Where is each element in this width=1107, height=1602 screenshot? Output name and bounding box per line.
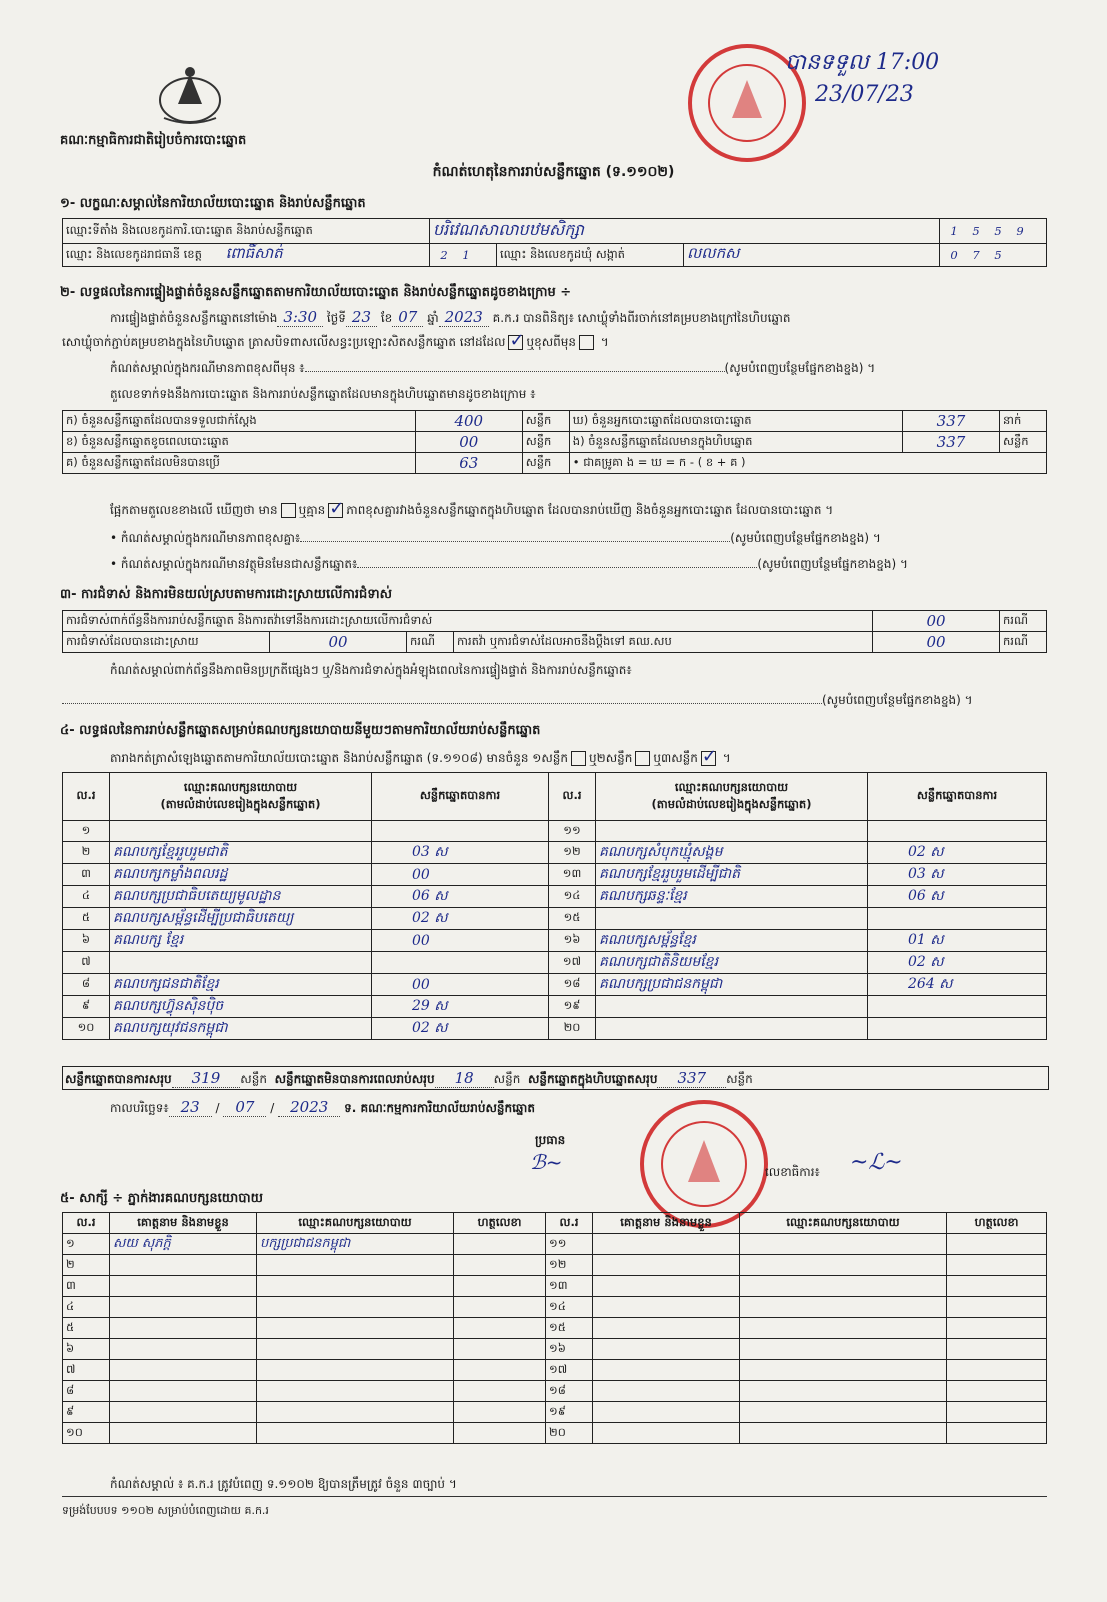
witness-signature-right [947, 1255, 1047, 1276]
result-no-right: ១៥ [549, 908, 596, 930]
witness-no-right: ១៣ [546, 1276, 593, 1297]
witness-no: ៧ [63, 1360, 110, 1381]
witness-signature [454, 1339, 546, 1360]
received-note: បានទទួល 17:00 [785, 50, 940, 75]
witness-signature-right [947, 1339, 1047, 1360]
result-no: ១ [63, 821, 110, 842]
result-party-right [596, 908, 868, 930]
result-party-right [596, 821, 868, 842]
witness-row [63, 1381, 1047, 1402]
witness-no-right: ១៥ [546, 1318, 593, 1339]
clerk-label: លេខាធិការ៖ [765, 1165, 820, 1179]
result-no-right: ១៤ [549, 886, 596, 908]
w-col-sign: ហត្ថលេខា [454, 1213, 546, 1234]
result-votes [372, 952, 549, 974]
witness-name-right [593, 1255, 740, 1276]
s3-row2-unit: ករណី [407, 632, 454, 653]
result-party-right [596, 1018, 868, 1040]
result-no-right: ១៣ [549, 864, 596, 886]
results-row [63, 996, 1047, 1018]
result-votes [372, 821, 549, 842]
witness-signature-right [947, 1276, 1047, 1297]
result-party-right [596, 996, 868, 1018]
s1-row1-code: 1 5 5 9 [940, 219, 1047, 244]
witness-no: ១០ [63, 1423, 110, 1444]
result-party: គណបក្សហ៊្វុនស៊ិនប៉ិច [110, 996, 372, 1018]
witness-no-right: ១១ [546, 1234, 593, 1255]
w-col-name: គោត្តនាម និងនាមខ្លួន [110, 1213, 257, 1234]
section-3-table [62, 610, 1047, 653]
witness-party [257, 1255, 454, 1276]
witness-row [63, 1423, 1047, 1444]
result-party: គណបក្សកម្លាំងពលរដ្ឋ [110, 864, 372, 886]
result-party-right: គណបក្សសំបុកឃ្មុំសង្គម [596, 842, 868, 864]
footnote: កំណត់សម្គាល់ ៖ គ.ក.រ ត្រូវបំពេញ ទ.១១០២ ឱ្យបានត្រឹមត្រូវ ចំនួន ៣ច្បាប់ ។ [110, 1477, 457, 1491]
witness-name-right [593, 1423, 740, 1444]
result-no: ២ [63, 842, 110, 864]
w-col-no-right: ល.រ [546, 1213, 593, 1234]
s2-row-a-unit: សន្លឹក [522, 411, 569, 432]
witness-no-right: ១៤ [546, 1297, 593, 1318]
result-party: គណបក្សប្រជាធិបតេយ្យមូលដ្ឋាន [110, 886, 372, 908]
result-votes-right: 02 ស [868, 842, 1047, 864]
witness-name-right [593, 1297, 740, 1318]
witness-party-right [740, 1360, 947, 1381]
s2-formula: • ជាគម្រូគា ង = ឃ = ក - ( ខ + គ ) [569, 453, 1046, 474]
result-votes-right [868, 821, 1047, 842]
result-no-right: ២០ [549, 1018, 596, 1040]
result-party-right: គណបក្សជាតិនិយមខ្មែរ [596, 952, 868, 974]
witness-name [110, 1360, 257, 1381]
result-no: ៧ [63, 952, 110, 974]
witness-signature-right [947, 1423, 1047, 1444]
s1-row2-value-b: លលកស [684, 244, 940, 267]
s3-row2b-label: ការតវ៉ា ឬការជំទាស់ដែលអាចនឹងប្ដឹងទៅ គឈ.សប [454, 632, 873, 653]
form-footer: ទម្រង់បែបបទ ១១០២ សម្រាប់បំពេញដោយ គ.ក.រ [62, 1504, 269, 1517]
commission-name: គណៈកម្មាធិការជាតិរៀបចំការបោះឆ្នោត [60, 133, 247, 148]
result-votes: 00 [372, 974, 549, 996]
section-4-heading: ៤- លទ្ធផលនៃការរាប់សន្លឹកឆ្នោតសម្រាប់គណបក្សនយោបាយនីមួយៗតាមការិយាល័យរាប់សន្លឹកឆ្នោត [60, 723, 541, 738]
w-col-name-right: គោត្តនាម និងនាមខ្លួន [593, 1213, 740, 1234]
s2-row-d-label: ឃ) ចំនួនអ្នកបោះឆ្នោតដែលបានបោះឆ្នោត [569, 411, 902, 432]
witness-name [110, 1318, 257, 1339]
witness-name-right [593, 1318, 740, 1339]
section-2-heading: ២- លទ្ធផលនៃការផ្ទៀងផ្ទាត់ចំនួនសន្លឹកឆ្នោតតាមការិយាល័យបោះឆ្នោត និងរាប់សន្លឹកឆ្នោតដូចខាងក្រោម ÷ [60, 285, 572, 300]
received-date: 23/07/23 [815, 82, 914, 107]
result-no: ១០ [63, 1018, 110, 1040]
s2-row-c-label: គ) ចំនួនសន្លឹកឆ្នោតដែលមិនបានប្រើ [63, 453, 416, 474]
witness-signature [454, 1255, 546, 1276]
witness-name-right [593, 1402, 740, 1423]
witness-no: ៣ [63, 1276, 110, 1297]
witness-party-right [740, 1297, 947, 1318]
section-5-heading: ៥- សាក្សី ÷ ភ្នាក់ងារគណបក្សនយោបាយ [60, 1191, 263, 1206]
witness-no-right: ២០ [546, 1423, 593, 1444]
results-row [63, 842, 1047, 864]
witness-row [63, 1360, 1047, 1381]
witness-signature [454, 1360, 546, 1381]
s3-note-line: (សូមបំពេញបន្ថែមផ្នែកខាងខ្នង) ។ [62, 692, 1047, 710]
two-sheet-checkbox[interactable] [635, 751, 650, 766]
s3-row1-unit: ករណី [1000, 611, 1047, 632]
results-row [63, 908, 1047, 930]
witness-signature-right [947, 1234, 1047, 1255]
commission-logo [150, 60, 230, 128]
witness-name [110, 1339, 257, 1360]
witness-no: ៩ [63, 1402, 110, 1423]
result-votes-right: 06 ស [868, 886, 1047, 908]
witness-party [257, 1297, 454, 1318]
s2-row-d-value: 337 [903, 411, 1000, 432]
witness-no: ១ [63, 1234, 110, 1255]
witness-party-right [740, 1318, 947, 1339]
witness-signature-right [947, 1381, 1047, 1402]
results-row [63, 1018, 1047, 1040]
result-no: ៣ [63, 864, 110, 886]
witness-name-right [593, 1381, 740, 1402]
result-no-right: ១៨ [549, 974, 596, 996]
results-row [63, 886, 1047, 908]
witness-signature [454, 1381, 546, 1402]
witness-signature-right [947, 1402, 1047, 1423]
result-votes-right: 264 ស [868, 974, 1047, 996]
s2-line5: ផ្អែកតាមតួលេខខាងលើ ឃើញថា មាន ឬគ្មាន✓ ភាពខុសគ្នារវាងចំនួនសន្លឹកឆ្នោតក្នុងហិបឆ្នោត ដែលបានរាប់ឃើញ និងចំនួនអ្នកបោះឆ្នោត ដែលបានបោះឆ្នោត ។ [110, 502, 833, 520]
result-votes: 02 ស [372, 908, 549, 930]
s2-row-a-value: 400 [415, 411, 522, 432]
result-votes: 06 ស [372, 886, 549, 908]
result-party [110, 952, 372, 974]
witness-party-right [740, 1276, 947, 1297]
results-row [63, 821, 1047, 842]
witness-signature [454, 1234, 546, 1255]
result-no: ៨ [63, 974, 110, 996]
s3-row2b-unit: ករណី [1000, 632, 1047, 653]
witness-no: ៤ [63, 1297, 110, 1318]
section-1-heading: ១- លក្ខណៈសម្គាល់នៃការិយាល័យបោះឆ្នោត និងរាប់សន្លឹកឆ្នោត [60, 196, 366, 211]
witness-name [110, 1297, 257, 1318]
official-stamp-bottom [640, 1100, 768, 1228]
witness-party [257, 1423, 454, 1444]
result-no: ៤ [63, 886, 110, 908]
s2-line2: សោឃ្លុំចាក់ភ្ជាប់គម្របខាងក្នុងនៃហិបឆ្នោត ត្រាសបិទពាសលើសន្ធះប្រឡោះសិតសន្លឹកឆ្នោត នៅដដែល✓ ឬខុសពីមុន ។ [62, 334, 609, 352]
result-party: គណបក្សខ្មែររួបរួមជាតិ [110, 842, 372, 864]
result-no: ៩ [63, 996, 110, 1018]
result-votes: 00 [372, 864, 549, 886]
s3-row2b-value: 00 [873, 632, 1000, 653]
witness-name [110, 1381, 257, 1402]
result-party-right: គណបក្សខ្មែររួបរួមដើម្បីជាតិ [596, 864, 868, 886]
footer-divider [62, 1496, 1047, 1497]
witness-name [110, 1423, 257, 1444]
witness-no-right: ១៧ [546, 1360, 593, 1381]
witness-table [62, 1212, 1047, 1444]
result-no-right: ១២ [549, 842, 596, 864]
witness-no-right: ១៦ [546, 1339, 593, 1360]
witness-no: ៥ [63, 1318, 110, 1339]
col-votes: សន្លឹកឆ្នោតបានការ [372, 773, 549, 821]
result-votes-right [868, 1018, 1047, 1040]
s2-row-e-label: ង) ចំនួនសន្លឹកឆ្នោតដែលមានក្នុងហិបឆ្នោត [569, 432, 902, 453]
witness-party [257, 1402, 454, 1423]
result-no-right: ១៩ [549, 996, 596, 1018]
s3-row1-value: 00 [873, 611, 1000, 632]
witness-signature [454, 1297, 546, 1318]
s3-row2-label: ការជំទាស់ដែលបានដោះស្រាយ [63, 632, 270, 653]
chair-label: ប្រធាន [535, 1133, 566, 1147]
witness-name: សយ សុភក្តិ [110, 1234, 257, 1255]
result-party-right: គណបក្សសម្ព័ន្ធខ្មែរ [596, 930, 868, 952]
result-no-right: ១៧ [549, 952, 596, 974]
result-votes: 03 ស [372, 842, 549, 864]
s2-row-e-value: 337 [903, 432, 1000, 453]
witness-no: ៦ [63, 1339, 110, 1360]
w-col-party-right: ឈ្មោះគណបក្សនយោបាយ [740, 1213, 947, 1234]
result-party [110, 821, 372, 842]
witness-party-right [740, 1339, 947, 1360]
chair-signature: ℬ~ [530, 1150, 563, 1174]
col-party: ឈ្មោះគណបក្សនយោបាយ (តាមលំដាប់លេខរៀងក្នុងសន្លឹកឆ្នោត) [110, 773, 372, 821]
col-no: ល.រ [63, 773, 110, 821]
witness-party-right [740, 1423, 947, 1444]
same-checkbox[interactable] [508, 335, 523, 350]
result-no: ៦ [63, 930, 110, 952]
w-col-no: ល.រ [63, 1213, 110, 1234]
witness-no: ២ [63, 1255, 110, 1276]
witness-signature [454, 1423, 546, 1444]
one-sheet-checkbox[interactable] [571, 751, 586, 766]
s2-row-b-value: 00 [415, 432, 522, 453]
witness-name [110, 1402, 257, 1423]
w-col-sign-right: ហត្ថលេខា [947, 1213, 1047, 1234]
result-votes: 02 ស [372, 1018, 549, 1040]
s2-line3: កំណត់សម្គាល់ក្នុងករណីមានភាពខុសពីមុន ៖ (សូមបំពេញបន្ថែមផ្នែកខាងខ្នង) ។ [110, 361, 876, 375]
witness-no: ៨ [63, 1381, 110, 1402]
s2-row-a-label: ក) ចំនួនសន្លឹកឆ្នោតដែលបានទទួលជាក់ស្ដែង [63, 411, 416, 432]
discrepancy-no-checkbox[interactable] [328, 503, 343, 518]
witness-row [63, 1234, 1047, 1255]
s4-date-line: កាលបរិច្ឆេទ៖ 23 / 07 / 2023 ទ. គណៈកម្មការការិយាល័យរាប់សន្លឹកឆ្នោត [110, 1098, 535, 1116]
s1-row1-label: ឈ្មោះទីតាំង និងលេខកូដការិ.បោះឆ្នោត និងរាប់សន្លឹកឆ្នោត [63, 219, 430, 244]
witness-signature-right [947, 1360, 1047, 1381]
result-no-right: ១១ [549, 821, 596, 842]
witness-row [63, 1276, 1047, 1297]
witness-row [63, 1402, 1047, 1423]
result-party: គណបក្សយុវជនកម្ពុជា [110, 1018, 372, 1040]
witness-party [257, 1318, 454, 1339]
witness-row [63, 1318, 1047, 1339]
section-1-table [62, 218, 1047, 267]
discrepancy-yes-checkbox[interactable] [281, 503, 296, 518]
witness-party-right [740, 1402, 947, 1423]
witness-name-right [593, 1360, 740, 1381]
witness-party-right [740, 1381, 947, 1402]
s1-row2-code-b: 0 7 5 [940, 244, 1047, 267]
witness-name-right [593, 1234, 740, 1255]
s4-totals: សន្លឹកឆ្នោតបានការសរុប 319 សន្លឹក សន្លឹកឆ្នោតមិនបានការពេលរាប់សរុប 18 សន្លឹក សន្លឹកឆ្នោតក្នុងហិបឆ្នោតសរុប 337 សន្លឹក [62, 1066, 1049, 1090]
different-checkbox[interactable] [579, 335, 594, 350]
witness-party [257, 1339, 454, 1360]
s3-note: កំណត់សម្គាល់ពាក់ព័ន្ធនឹងភាពមិនប្រក្រតីផ្សេងៗ ឬ/និងការជំទាស់ក្នុងអំឡុងពេលនៃការផ្ទៀងផ្ទាត់ និងការរាប់សន្លឹកឆ្នោត៖ [110, 663, 632, 677]
witness-party-right [740, 1255, 947, 1276]
s3-row1-label: ការជំទាស់ពាក់ព័ន្ធនឹងការរាប់សន្លឹកឆ្នោត និងការតវ៉ាទៅនឹងការដោះស្រាយលើការជំទាស់ [63, 611, 873, 632]
witness-signature [454, 1276, 546, 1297]
witness-no-right: ១៩ [546, 1402, 593, 1423]
s1-row2-label-b: ឈ្មោះ និងលេខកូដឃុំ សង្កាត់ [497, 244, 684, 267]
s2-line6: • កំណត់សម្គាល់ក្នុងករណីមានភាពខុសគ្នា៖ (សូមបំពេញបន្ថែមផ្នែកខាងខ្នង) ។ [110, 531, 881, 545]
s1-row1-value: បរិវេណសាលាបឋមសិក្សា [430, 219, 940, 244]
s2-row-b-unit: សន្លឹក [522, 432, 569, 453]
clerk-signature: ~ℒ~ [850, 1150, 903, 1175]
witness-row [63, 1297, 1047, 1318]
witness-signature-right [947, 1297, 1047, 1318]
results-row [63, 974, 1047, 996]
result-votes-right [868, 996, 1047, 1018]
form-title: កំណត់ហេតុនៃការរាប់សន្លឹកឆ្នោត (ទ.១១០២) [432, 164, 675, 180]
result-votes-right: 02 ស [868, 952, 1047, 974]
witness-row [63, 1339, 1047, 1360]
result-votes-right: 03 ស [868, 864, 1047, 886]
col-votes-right: សន្លឹកឆ្នោតបានការ [868, 773, 1047, 821]
witness-party [257, 1381, 454, 1402]
s2-row-c-unit: សន្លឹក [522, 453, 569, 474]
section-3-heading: ៣- ការជំទាស់ និងការមិនយល់ស្របតាមការដោះស្រាយលើការជំទាស់ [60, 587, 392, 602]
witness-party: បក្សប្រជាជនកម្ពុជា [257, 1234, 454, 1255]
result-party: គណបក្សជនជាតិខ្មែរ [110, 974, 372, 996]
witness-name [110, 1255, 257, 1276]
result-votes: 29 ស [372, 996, 549, 1018]
witness-name-right [593, 1276, 740, 1297]
result-votes-right [868, 908, 1047, 930]
col-party-right: ឈ្មោះគណបក្សនយោបាយ (តាមលំដាប់លេខរៀងក្នុងសន្លឹកឆ្នោត) [596, 773, 868, 821]
s3-row2-value: 00 [270, 632, 407, 653]
witness-no-right: ១៨ [546, 1381, 593, 1402]
s2-figures-table [62, 410, 1047, 474]
results-row [63, 930, 1047, 952]
results-row [63, 864, 1047, 886]
s2-row-e-unit: សន្លឹក [1000, 432, 1047, 453]
s2-line1: ការផ្ទៀងផ្ទាត់ចំនួនសន្លឹកឆ្នោតនៅម៉ោង 3:30 ថ្ងៃទី 23 ខែ 07 ឆ្នាំ 2023 គ.ក.រ បានពិនិត្យ៖ សោឃ្លុំទាំងពីរចាក់នៅគម្របខាងក្រៅនៃហិបឆ្នោត [110, 308, 791, 326]
witness-signature [454, 1402, 546, 1423]
party-results-table [62, 772, 1047, 1040]
witness-name-right [593, 1339, 740, 1360]
result-party-right: គណបក្សឆន្ទៈខ្មែរ [596, 886, 868, 908]
witness-no-right: ១២ [546, 1255, 593, 1276]
s4-intro: តារាងកត់ត្រាសំឡេងឆ្នោតតាមការិយាល័យបោះឆ្នោត និងរាប់សន្លឹកឆ្នោត (ទ.១១០៨) មានចំនួន ១សន្លឹក ឬ២សន្លឹក ឬ៣សន្លឹក✓ ។ [110, 750, 731, 768]
s2-line7: • កំណត់សម្គាល់ក្នុងករណីមានវត្ថុមិនមែនជាសន្លឹកឆ្នោត៖ (សូមបំពេញបន្ថែមផ្នែកខាងខ្នង) ។ [110, 557, 908, 571]
s2-row-d-unit: នាក់ [1000, 411, 1047, 432]
result-party: គណបក្ស ខ្មែរ [110, 930, 372, 952]
result-votes: 00 [372, 930, 549, 952]
witness-party [257, 1276, 454, 1297]
s2-row-c-value: 63 [415, 453, 522, 474]
witness-signature [454, 1318, 546, 1339]
witness-party [257, 1360, 454, 1381]
result-party: គណបក្សសម្ព័ន្ធដើម្បីប្រជាធិបតេយ្យ [110, 908, 372, 930]
s2-row-b-label: ខ) ចំនួនសន្លឹកឆ្នោតខូចពេលបោះឆ្នោត [63, 432, 416, 453]
witness-row [63, 1255, 1047, 1276]
witness-name [110, 1276, 257, 1297]
s2-line4: តួលេខទាក់ទងនឹងការបោះឆ្នោត និងការរាប់សន្លឹកឆ្នោតដែលមានក្នុងហិបឆ្នោតមានដូចខាងក្រោម ៖ [110, 387, 536, 401]
result-party-right: គណបក្សប្រជាជនកម្ពុជា [596, 974, 868, 996]
three-sheet-checkbox[interactable] [701, 751, 716, 766]
s1-row2-label: ឈ្មោះ និងលេខកូដរាជធានី ខេត្ត ពោធិ៍សាត់ [63, 244, 430, 267]
result-no: ៥ [63, 908, 110, 930]
col-no-right: ល.រ [549, 773, 596, 821]
witness-party-right [740, 1234, 947, 1255]
s1-row2-code: 2 1 [430, 244, 497, 267]
result-no-right: ១៦ [549, 930, 596, 952]
result-votes-right: 01 ស [868, 930, 1047, 952]
results-row [63, 952, 1047, 974]
w-col-party: ឈ្មោះគណបក្សនយោបាយ [257, 1213, 454, 1234]
witness-signature-right [947, 1318, 1047, 1339]
